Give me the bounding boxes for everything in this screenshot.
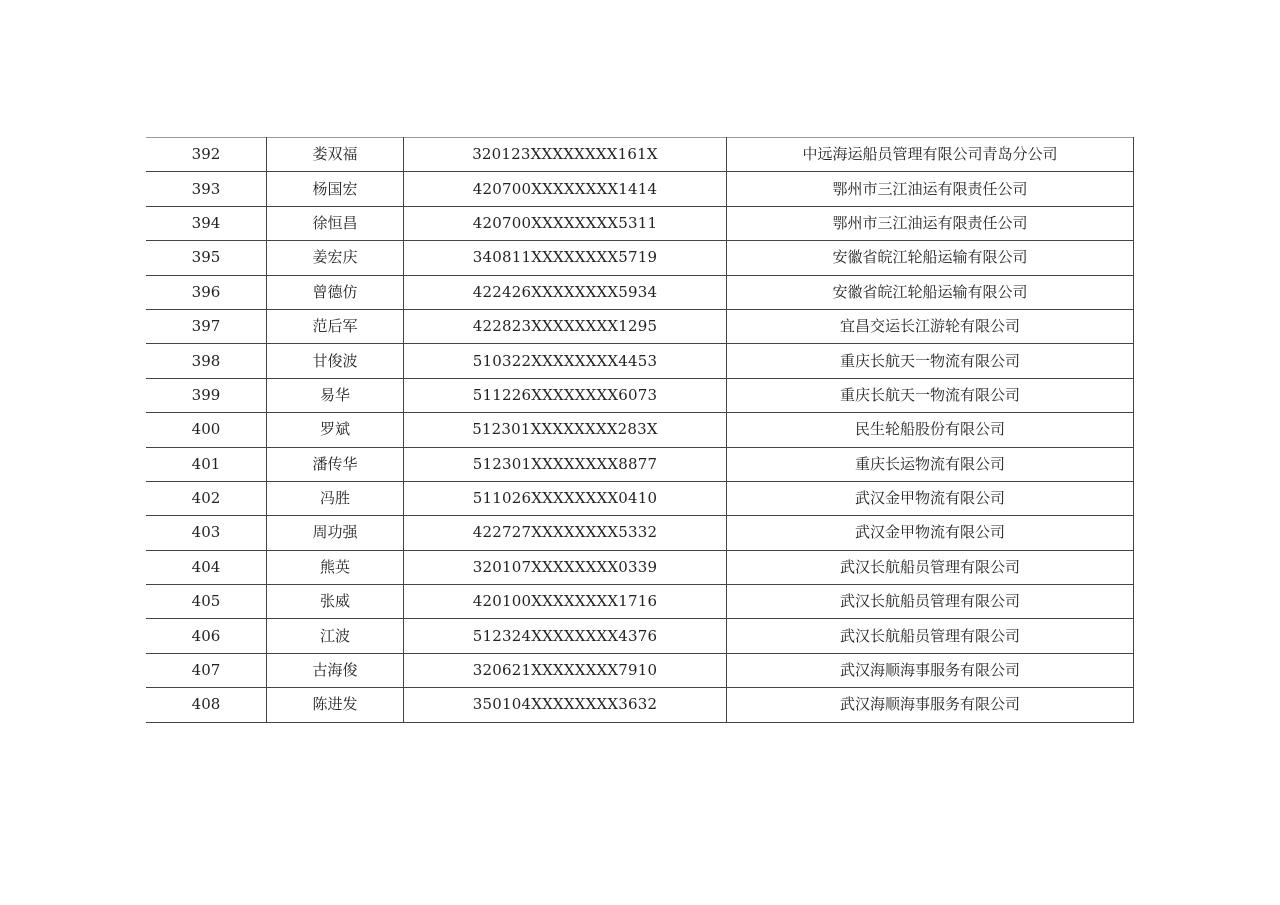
id-number: 420700XXXXXXXX5311	[404, 206, 727, 240]
row-number: 392	[146, 138, 267, 172]
row-number: 397	[146, 309, 267, 343]
company-name: 武汉海顺海事服务有限公司	[727, 653, 1134, 687]
row-number: 406	[146, 619, 267, 653]
id-number: 350104XXXXXXXX3632	[404, 688, 727, 722]
table-row	[146, 344, 1134, 378]
company-name: 重庆长航天一物流有限公司	[727, 378, 1134, 412]
person-name: 曾德仿	[267, 275, 404, 309]
table-row	[146, 550, 1134, 584]
company-name: 安徽省皖江轮船运输有限公司	[727, 275, 1134, 309]
company-name: 鄂州市三江油运有限责任公司	[727, 206, 1134, 240]
id-number: 512301XXXXXXXX283X	[404, 413, 727, 447]
table-row	[146, 447, 1134, 481]
id-number: 422727XXXXXXXX5332	[404, 516, 727, 550]
row-number: 394	[146, 206, 267, 240]
person-name: 江波	[267, 619, 404, 653]
person-name: 周功强	[267, 516, 404, 550]
person-name: 徐恒昌	[267, 206, 404, 240]
person-name: 甘俊波	[267, 344, 404, 378]
company-name: 宜昌交运长江游轮有限公司	[727, 309, 1134, 343]
person-name: 潘传华	[267, 447, 404, 481]
id-number: 320621XXXXXXXX7910	[404, 653, 727, 687]
row-number: 405	[146, 585, 267, 619]
row-number: 407	[146, 653, 267, 687]
company-name: 武汉金甲物流有限公司	[727, 516, 1134, 550]
company-name: 中远海运船员管理有限公司青岛分公司	[727, 138, 1134, 172]
company-name: 民生轮船股份有限公司	[727, 413, 1134, 447]
person-name: 古海俊	[267, 653, 404, 687]
person-name: 张威	[267, 585, 404, 619]
company-name: 武汉海顺海事服务有限公司	[727, 688, 1134, 722]
row-number: 393	[146, 172, 267, 206]
id-number: 320123XXXXXXXX161X	[404, 138, 727, 172]
person-name: 杨国宏	[267, 172, 404, 206]
id-number: 422426XXXXXXXX5934	[404, 275, 727, 309]
id-number: 511226XXXXXXXX6073	[404, 378, 727, 412]
company-name: 重庆长运物流有限公司	[727, 447, 1134, 481]
roster-table-body	[146, 138, 1134, 723]
id-number: 511026XXXXXXXX0410	[404, 481, 727, 515]
table-row	[146, 309, 1134, 343]
person-name: 罗斌	[267, 413, 404, 447]
row-number: 408	[146, 688, 267, 722]
table-row	[146, 516, 1134, 550]
company-name: 鄂州市三江油运有限责任公司	[727, 172, 1134, 206]
company-name: 武汉长航船员管理有限公司	[727, 585, 1134, 619]
table-row	[146, 688, 1134, 722]
table-row	[146, 378, 1134, 412]
table-row	[146, 275, 1134, 309]
id-number: 420100XXXXXXXX1716	[404, 585, 727, 619]
row-number: 396	[146, 275, 267, 309]
company-name: 武汉金甲物流有限公司	[727, 481, 1134, 515]
row-number: 399	[146, 378, 267, 412]
row-number: 400	[146, 413, 267, 447]
person-name: 娄双福	[267, 138, 404, 172]
table-row	[146, 413, 1134, 447]
table-row	[146, 206, 1134, 240]
table-row	[146, 138, 1134, 172]
table-row	[146, 241, 1134, 275]
roster-table	[146, 137, 1134, 723]
row-number: 395	[146, 241, 267, 275]
row-number: 402	[146, 481, 267, 515]
id-number: 320107XXXXXXXX0339	[404, 550, 727, 584]
company-name: 重庆长航天一物流有限公司	[727, 344, 1134, 378]
company-name: 武汉长航船员管理有限公司	[727, 619, 1134, 653]
id-number: 420700XXXXXXXX1414	[404, 172, 727, 206]
id-number: 422823XXXXXXXX1295	[404, 309, 727, 343]
id-number: 510322XXXXXXXX4453	[404, 344, 727, 378]
person-name: 冯胜	[267, 481, 404, 515]
id-number: 512324XXXXXXXX4376	[404, 619, 727, 653]
table-row	[146, 481, 1134, 515]
table-row	[146, 619, 1134, 653]
row-number: 404	[146, 550, 267, 584]
id-number: 340811XXXXXXXX5719	[404, 241, 727, 275]
person-name: 陈进发	[267, 688, 404, 722]
person-name: 熊英	[267, 550, 404, 584]
row-number: 401	[146, 447, 267, 481]
person-name: 范后军	[267, 309, 404, 343]
person-name: 姜宏庆	[267, 241, 404, 275]
company-name: 安徽省皖江轮船运输有限公司	[727, 241, 1134, 275]
table-row	[146, 585, 1134, 619]
id-number: 512301XXXXXXXX8877	[404, 447, 727, 481]
table-row	[146, 172, 1134, 206]
row-number: 403	[146, 516, 267, 550]
table-row	[146, 653, 1134, 687]
person-name: 易华	[267, 378, 404, 412]
row-number: 398	[146, 344, 267, 378]
company-name: 武汉长航船员管理有限公司	[727, 550, 1134, 584]
